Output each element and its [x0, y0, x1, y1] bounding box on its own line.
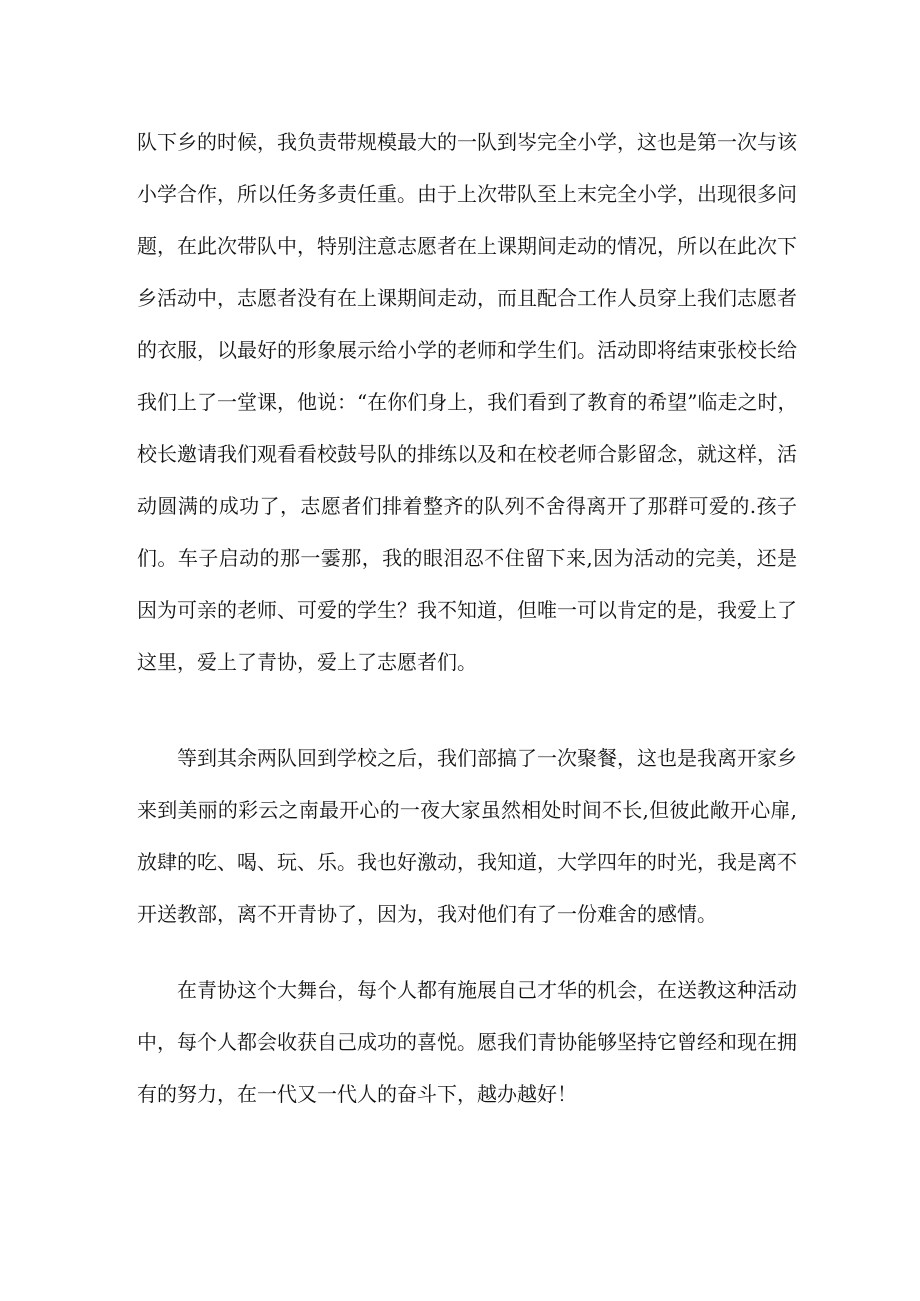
text-line: 因为可亲的老师、可爱的学生？我不知道，但唯一可以肯定的是，我爱上了	[137, 598, 797, 622]
text-line: 动圆满的成功了，志愿者们排着整齐的队列不舍得离开了那群可爱的.孩子	[137, 494, 797, 518]
text-line: 等到其余两队回到学校之后，我们部搞了一次聚餐，这也是我离开家乡	[177, 746, 797, 770]
paragraph-gathering	[137, 732, 797, 940]
text-line: 这里，爱上了青协，爱上了志愿者们。	[137, 650, 477, 674]
text-line: 的衣服，以最好的形象展示给小学的老师和学生们。活动即将结束张校长给	[137, 338, 797, 362]
text-line: 开送教部，离不开青协了，因为，我对他们有了一份难舍的感情。	[137, 902, 717, 926]
paragraph-closing	[137, 964, 797, 1120]
text-line: 来到美丽的彩云之南最开心的一夜大家虽然相处时间不长,但彼此敞开心扉,	[137, 798, 797, 822]
text-line: 题，在此次带队中，特别注意志愿者在上课期间走动的情况，所以在此次下	[137, 234, 797, 258]
text-line: 中，每个人都会收获自己成功的喜悦。愿我们青协能够坚持它曾经和现在拥	[137, 1030, 797, 1054]
text-line: 们。车子启动的那一霎那，我的眼泪忍不住留下来,因为活动的完美，还是	[137, 546, 797, 570]
text-line: 校长邀请我们观看看校鼓号队的排练以及和在校老师合影留念，就这样，活	[137, 442, 797, 466]
text-line: 我们上了一堂课，他说：“在你们身上，我们看到了教育的希望”临走之时，	[137, 390, 797, 414]
paragraph-volunteer-trip	[137, 116, 797, 688]
text-line: 乡活动中，志愿者没有在上课期间走动，而且配合工作人员穿上我们志愿者	[137, 286, 797, 310]
text-line: 小学合作，所以任务多责任重。由于上次带队至上末完全小学，出现很多问	[137, 182, 797, 206]
text-line: 队下乡的时候，我负责带规模最大的一队到岑完全小学，这也是第一次与该	[137, 130, 797, 154]
text-line: 有的努力，在一代又一代人的奋斗下，越办越好！	[137, 1082, 577, 1106]
text-line: 放肆的吃、喝、玩、乐。我也好激动，我知道，大学四年的时光，我是离不	[137, 850, 797, 874]
text-line: 在青协这个大舞台，每个人都有施展自己才华的机会，在送教这种活动	[177, 978, 797, 1002]
